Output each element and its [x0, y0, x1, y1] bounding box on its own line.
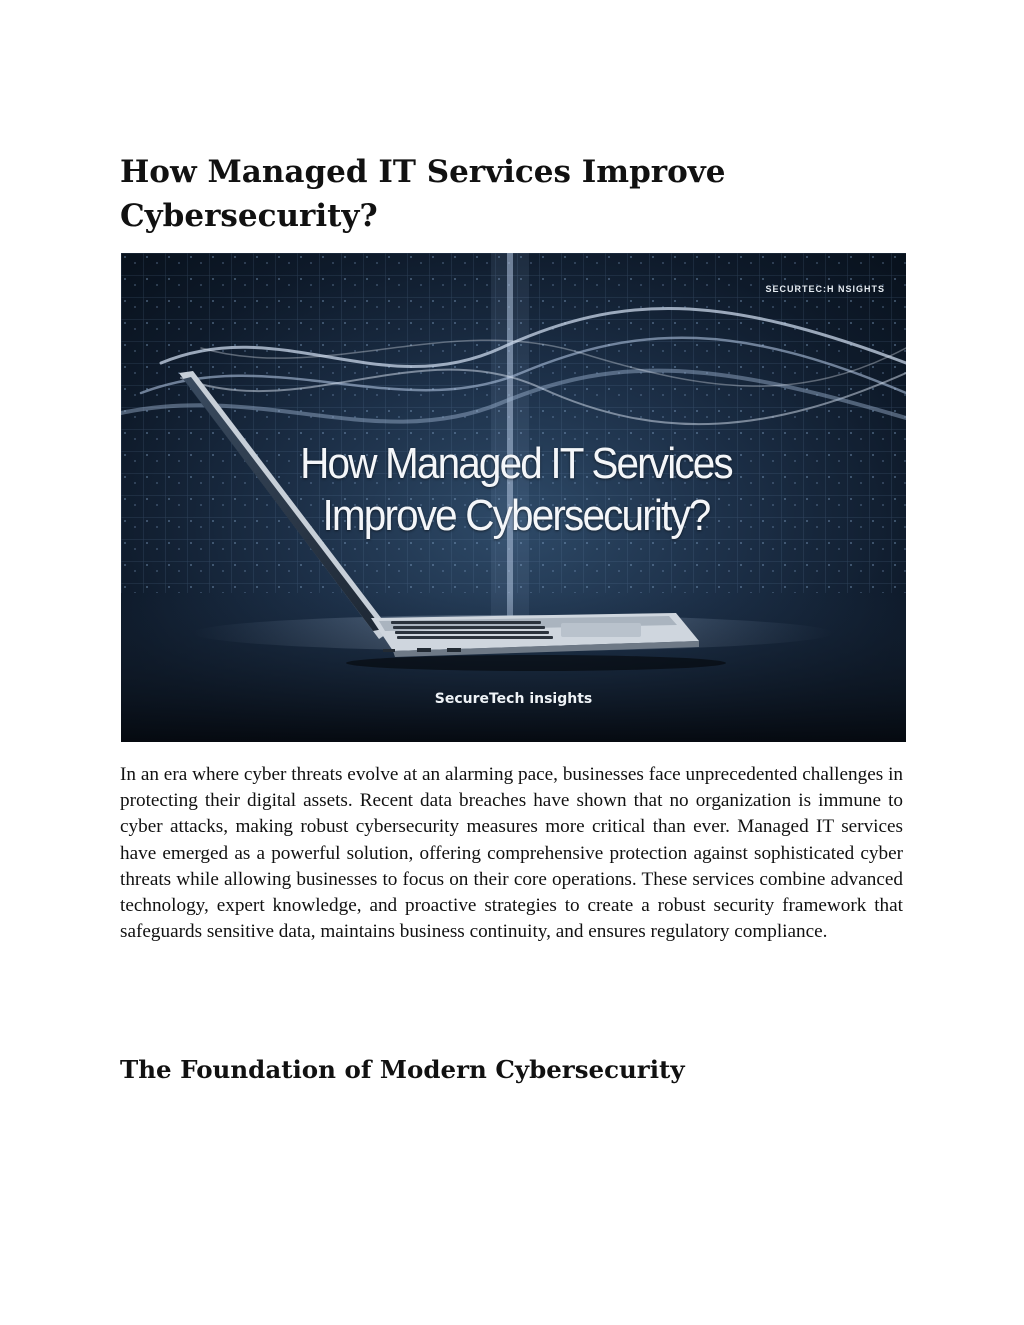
hero-brand-top-text: SECURTEC:H NSIGHTS [765, 284, 885, 294]
hero-image [121, 253, 906, 742]
page-title: How Managed IT Services Improve Cybersecurity? [120, 154, 726, 234]
hero-heading-line-1: How Managed IT Services [300, 439, 732, 488]
hero-heading [240, 438, 792, 542]
intro-paragraph: In an era where cyber threats evolve at an alarming pace, businesses face unprecedented challenges in protecting their digital assets. Recent data breaches have shown that no organization is immune to cyber attacks, making robust cybersecurity measures more critical than ever. Managed IT services have emerged as a powerful solution, offering comprehensive protection against sophisticated cyber threats while allowing businesses to focus on their core operations. These services combine advanced technology, expert knowledge, and proactive strategies to create a robust security framework that safeguards sensitive data, maintains business continuity, and ensures regulatory compliance. [120, 764, 903, 943]
hero-heading-line-2: Improve Cybersecurity? [322, 491, 710, 540]
section-heading: The Foundation of Modern Cybersecurity [120, 1055, 685, 1084]
hero-brand-bottom-text: SecureTech insights [434, 691, 593, 707]
